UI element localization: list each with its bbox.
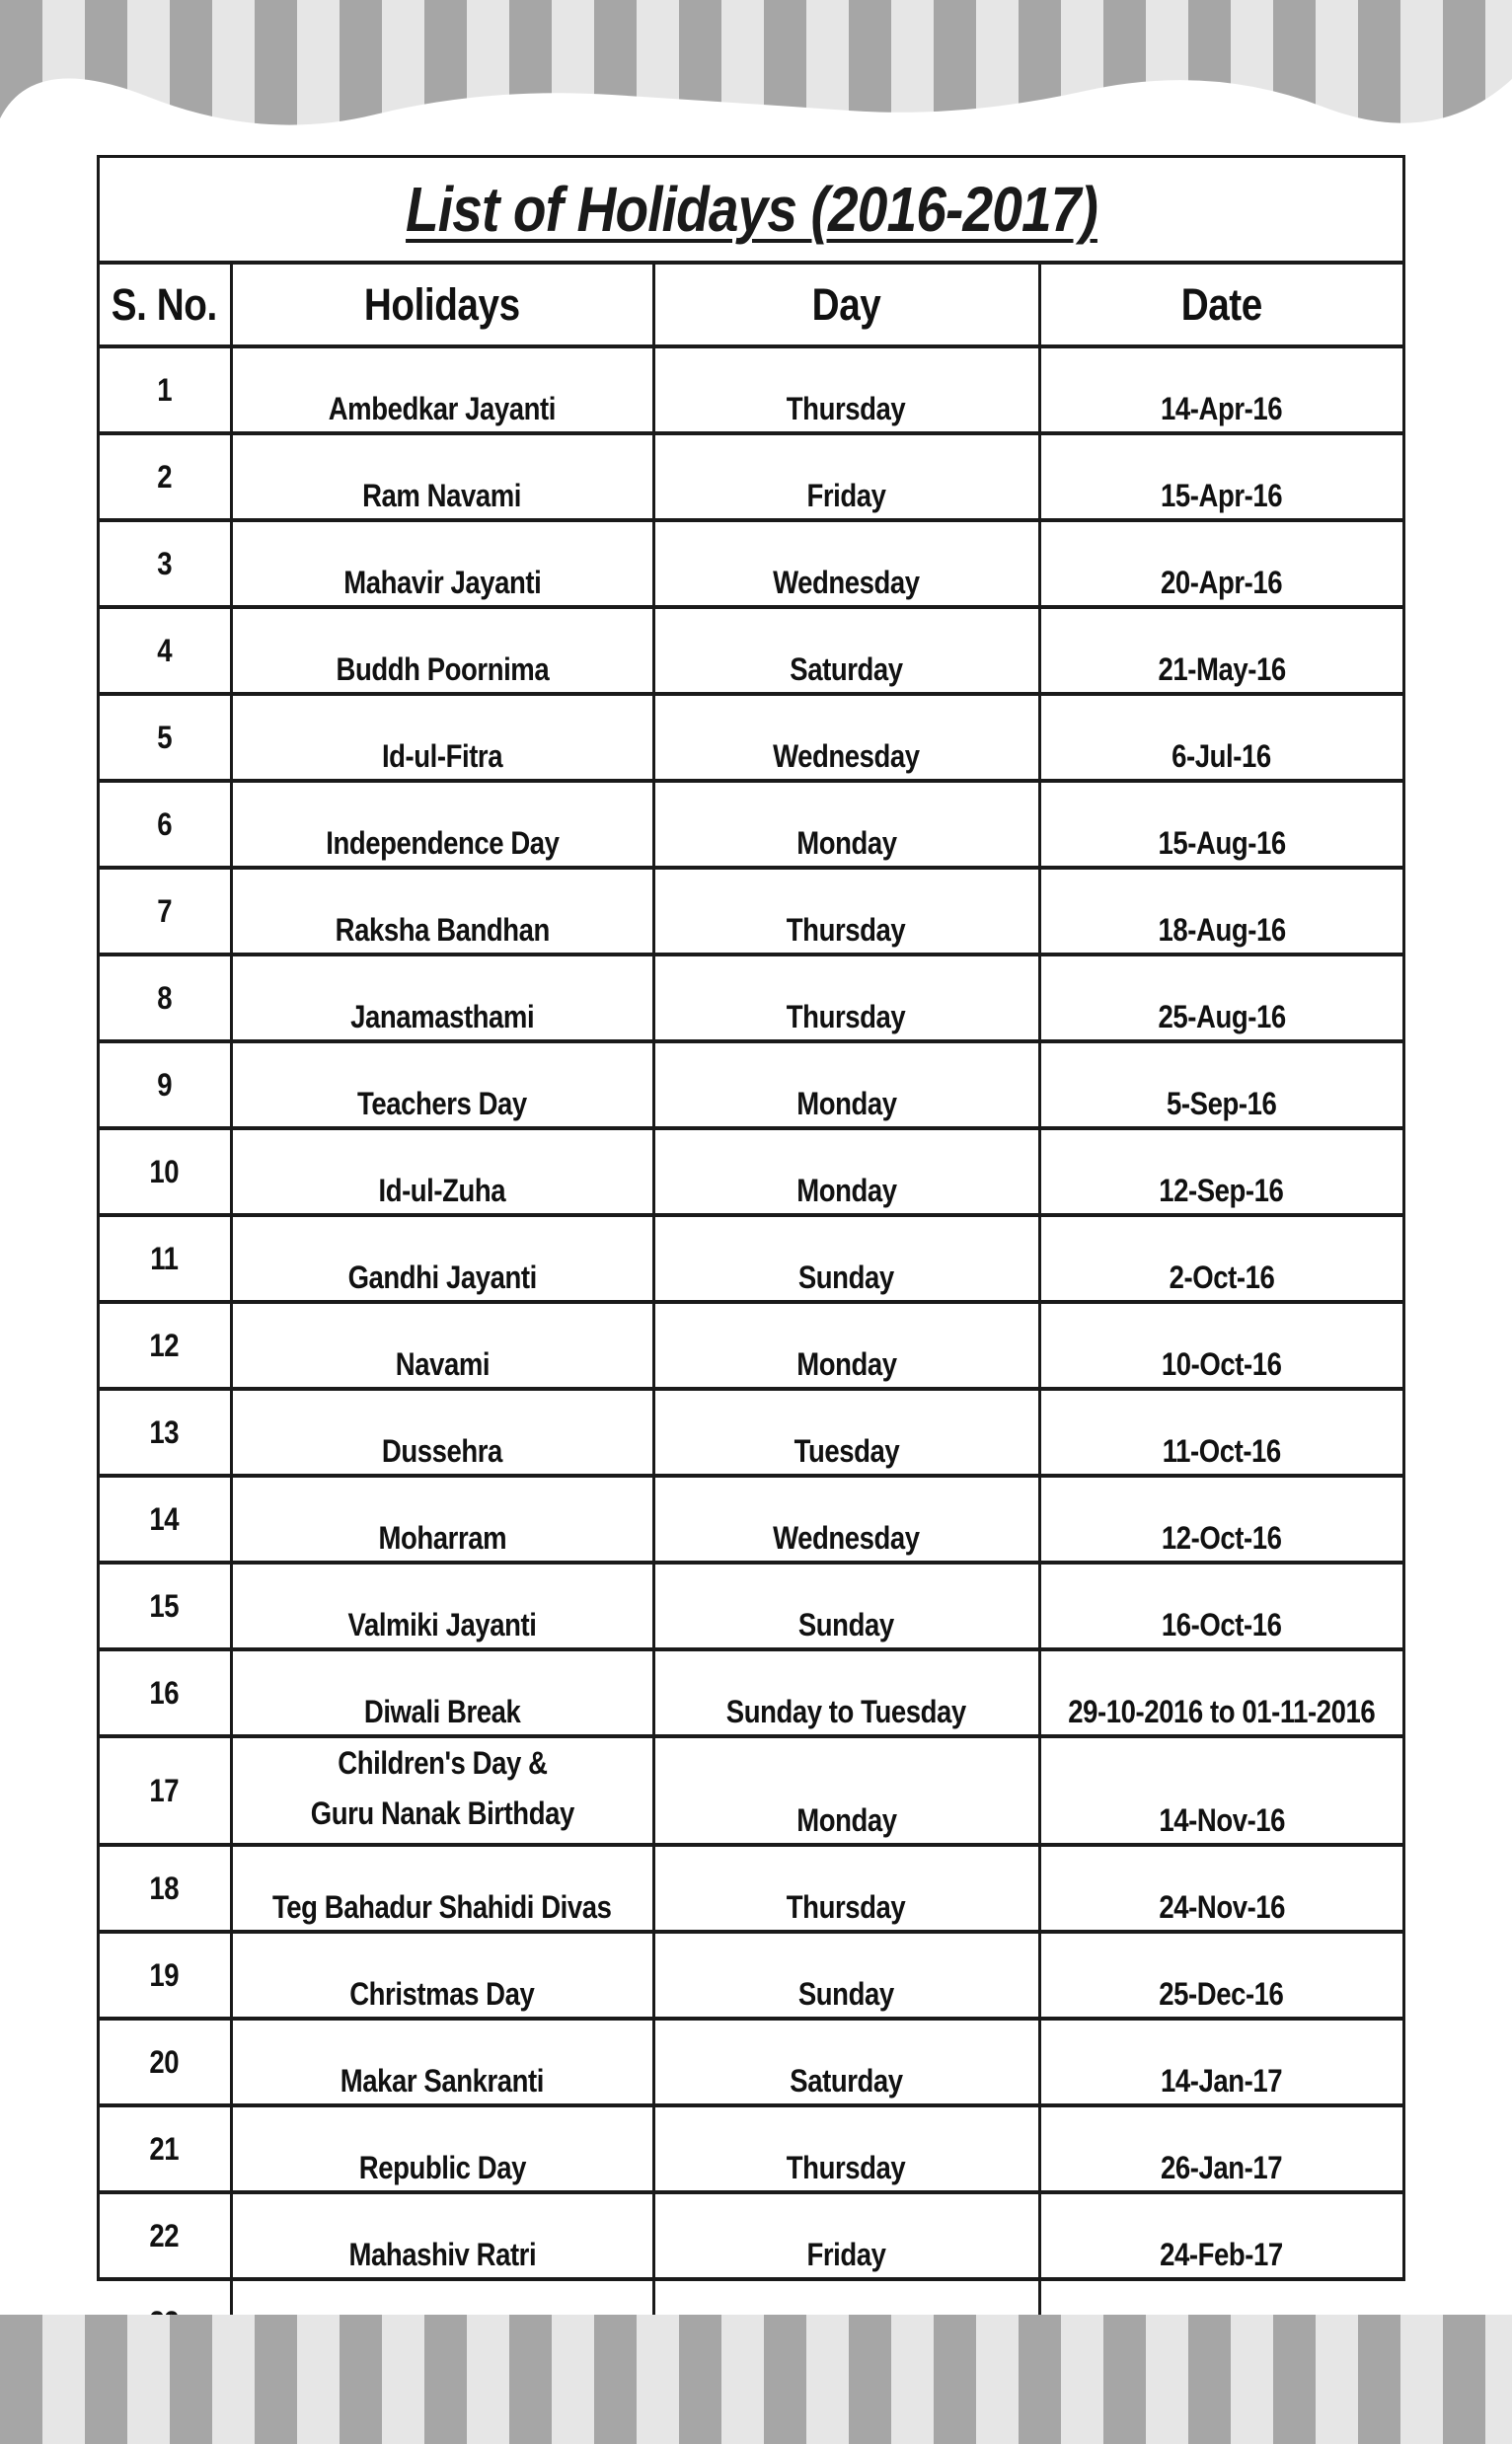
cell-sno: 6 — [100, 781, 231, 868]
cell-date: 29-10-2016 to 01-11-2016 — [1039, 1649, 1402, 1736]
cell-holiday: Christmas Day — [231, 1932, 653, 2019]
table-row — [100, 1215, 1402, 1302]
cell-day: Monday — [653, 1736, 1039, 1845]
cell-day: Monday — [653, 781, 1039, 868]
cell-sno: 19 — [100, 1932, 231, 2019]
cell-sno: 18 — [100, 1845, 231, 1932]
cell-date: 16-Oct-16 — [1039, 1563, 1402, 1649]
cell-date: 24-Feb-17 — [1039, 2192, 1402, 2279]
cell-day: Friday — [653, 433, 1039, 520]
cell-holiday: Ambedkar Jayanti — [231, 346, 653, 433]
cell-holiday: Id-ul-Zuha — [231, 1128, 653, 1215]
cell-sno: 20 — [100, 2019, 231, 2105]
column-header-sno: S. No. — [100, 265, 231, 346]
cell-holiday: Navami — [231, 1302, 653, 1389]
cell-day: Thursday — [653, 955, 1039, 1041]
table-row — [100, 2192, 1402, 2279]
table-header-row — [100, 265, 1402, 346]
cell-sno: 11 — [100, 1215, 231, 1302]
cell-holiday: Makar Sankranti — [231, 2019, 653, 2105]
cell-date: 12-Oct-16 — [1039, 1476, 1402, 1563]
cell-holiday: Teg Bahadur Shahidi Divas — [231, 1845, 653, 1932]
table-row — [100, 1563, 1402, 1649]
cell-holiday: Children's Day & Guru Nanak Birthday — [231, 1736, 653, 1845]
cell-date: 10-Oct-16 — [1039, 1302, 1402, 1389]
cell-date: 5-Sep-16 — [1039, 1041, 1402, 1128]
column-header-date: Date — [1039, 265, 1402, 346]
cell-date: 21-May-16 — [1039, 607, 1402, 694]
cell-sno: 2 — [100, 433, 231, 520]
cell-holiday: Mahashiv Ratri — [231, 2192, 653, 2279]
cell-holiday: Republic Day — [231, 2105, 653, 2192]
cell-day: Wednesday — [653, 694, 1039, 781]
cell-day: Sunday — [653, 1563, 1039, 1649]
cell-sno: 1 — [100, 346, 231, 433]
column-header-holidays: Holidays — [231, 265, 653, 346]
cell-holiday: Independence Day — [231, 781, 653, 868]
cell-holiday: Id-ul-Fitra — [231, 694, 653, 781]
decorative-striped-banner-bottom — [0, 2315, 1512, 2444]
cell-date: 14-Nov-16 — [1039, 1736, 1402, 1845]
cell-day: Thursday — [653, 346, 1039, 433]
table-row — [100, 955, 1402, 1041]
cell-day: Saturday — [653, 607, 1039, 694]
cell-day: Wednesday — [653, 520, 1039, 607]
cell-day: Saturday — [653, 2019, 1039, 2105]
cell-date: 25-Aug-16 — [1039, 955, 1402, 1041]
cell-holiday: Moharram — [231, 1476, 653, 1563]
cell-day: Friday — [653, 2192, 1039, 2279]
table-row — [100, 781, 1402, 868]
cell-date: 15-Apr-16 — [1039, 433, 1402, 520]
cell-sno: 22 — [100, 2192, 231, 2279]
cell-day: Sunday — [653, 1932, 1039, 2019]
cell-date: 20-Apr-16 — [1039, 520, 1402, 607]
decorative-striped-banner-top — [0, 0, 1512, 133]
cell-date: 25-Dec-16 — [1039, 1932, 1402, 2019]
cell-sno: 8 — [100, 955, 231, 1041]
cell-holiday: Gandhi Jayanti — [231, 1215, 653, 1302]
cell-day: Tuesday — [653, 1389, 1039, 1476]
table-row — [100, 1932, 1402, 2019]
cell-day: Thursday — [653, 868, 1039, 955]
holiday-table — [100, 265, 1402, 2364]
table-row — [100, 1128, 1402, 1215]
cell-holiday: Mahavir Jayanti — [231, 520, 653, 607]
cell-holiday: Dussehra — [231, 1389, 653, 1476]
cell-day: Sunday to Tuesday — [653, 1649, 1039, 1736]
cell-day: Sunday — [653, 1215, 1039, 1302]
cell-holiday: Buddh Poornima — [231, 607, 653, 694]
cell-sno: 4 — [100, 607, 231, 694]
cell-holiday: Diwali Break — [231, 1649, 653, 1736]
title-row — [100, 158, 1402, 265]
cell-day: Monday — [653, 1128, 1039, 1215]
table-row — [100, 694, 1402, 781]
cell-sno: 16 — [100, 1649, 231, 1736]
cell-date: 14-Apr-16 — [1039, 346, 1402, 433]
table-row — [100, 346, 1402, 433]
cell-sno: 5 — [100, 694, 231, 781]
cell-holiday: Raksha Bandhan — [231, 868, 653, 955]
cell-sno: 9 — [100, 1041, 231, 1128]
cell-sno: 17 — [100, 1736, 231, 1845]
cell-date: 2-Oct-16 — [1039, 1215, 1402, 1302]
cell-sno: 12 — [100, 1302, 231, 1389]
cell-sno: 10 — [100, 1128, 231, 1215]
table-row — [100, 1041, 1402, 1128]
cell-sno: 21 — [100, 2105, 231, 2192]
cell-holiday: Ram Navami — [231, 433, 653, 520]
cell-holiday: Janamasthami — [231, 955, 653, 1041]
table-row — [100, 1649, 1402, 1736]
table-row — [100, 868, 1402, 955]
cell-day: Thursday — [653, 2105, 1039, 2192]
cell-day: Wednesday — [653, 1476, 1039, 1563]
cell-sno: 7 — [100, 868, 231, 955]
column-header-day: Day — [653, 265, 1039, 346]
cell-day: Monday — [653, 1302, 1039, 1389]
table-row — [100, 1845, 1402, 1932]
cell-date: 26-Jan-17 — [1039, 2105, 1402, 2192]
cell-date: 15-Aug-16 — [1039, 781, 1402, 868]
cell-date: 11-Oct-16 — [1039, 1389, 1402, 1476]
cell-date: 18-Aug-16 — [1039, 868, 1402, 955]
cell-sno: 13 — [100, 1389, 231, 1476]
table-row — [100, 520, 1402, 607]
table-row — [100, 1302, 1402, 1389]
table-row — [100, 1736, 1402, 1845]
cell-date: 24-Nov-16 — [1039, 1845, 1402, 1932]
table-row — [100, 2105, 1402, 2192]
cell-date: 6-Jul-16 — [1039, 694, 1402, 781]
holiday-list-sheet — [97, 155, 1405, 2281]
cell-date: 14-Jan-17 — [1039, 2019, 1402, 2105]
cell-day: Monday — [653, 1041, 1039, 1128]
cell-sno: 3 — [100, 520, 231, 607]
cell-date: 12-Sep-16 — [1039, 1128, 1402, 1215]
cell-holiday: Teachers Day — [231, 1041, 653, 1128]
cell-holiday: Valmiki Jayanti — [231, 1563, 653, 1649]
page-title: List of Holidays (2016-2017) — [405, 174, 1097, 245]
cell-day: Thursday — [653, 1845, 1039, 1932]
table-row — [100, 1476, 1402, 1563]
table-row — [100, 607, 1402, 694]
table-row — [100, 1389, 1402, 1476]
table-row — [100, 2019, 1402, 2105]
table-row — [100, 433, 1402, 520]
cell-sno: 15 — [100, 1563, 231, 1649]
cell-sno: 14 — [100, 1476, 231, 1563]
